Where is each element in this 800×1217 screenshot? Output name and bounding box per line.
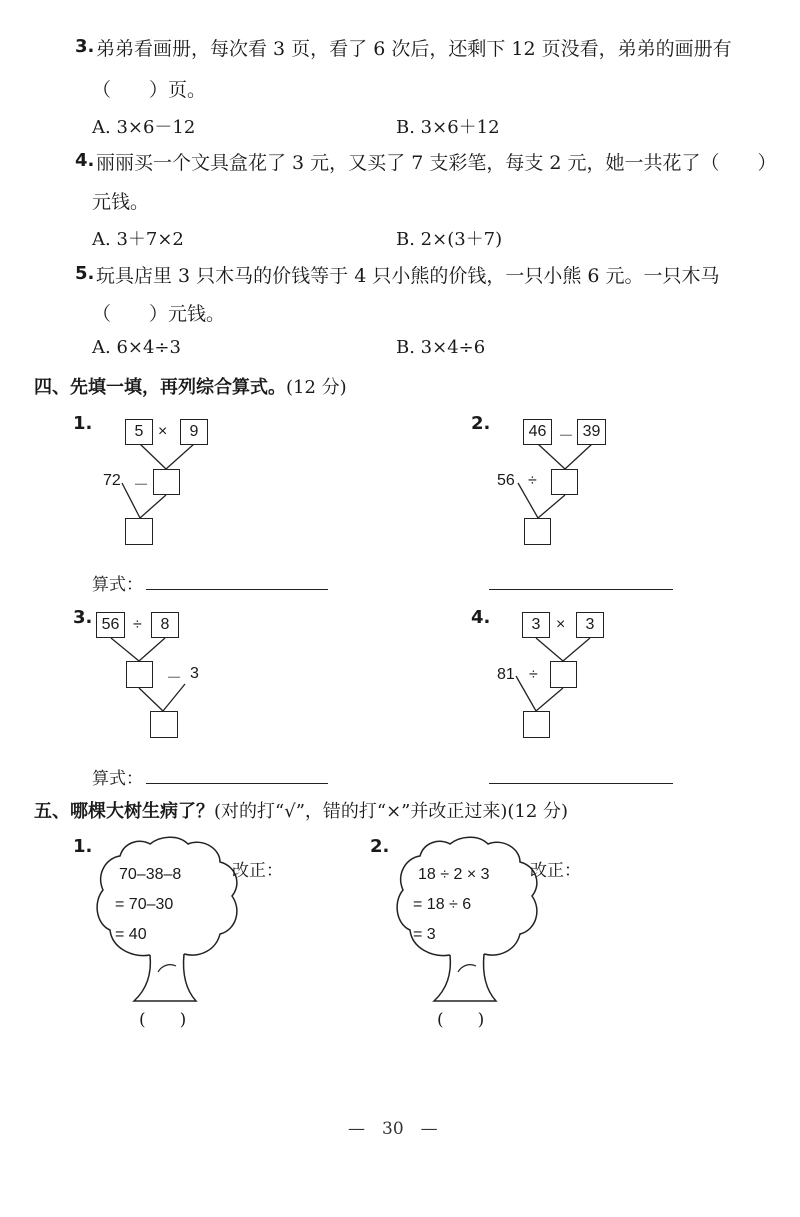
question-text: 弟弟看画册，每次看 3 页，看了 6 次后，还剩下 12 页没看，弟弟的画册有	[96, 38, 732, 60]
side-number: 72	[103, 472, 121, 489]
page-number: — 30 —	[348, 1119, 438, 1139]
diagram-number: 3.	[73, 607, 93, 628]
formula-label: 算式：	[92, 769, 143, 789]
correction-label: 改正：	[232, 861, 283, 881]
given-box: 39	[577, 419, 606, 445]
operator: ÷	[528, 472, 537, 489]
question-text-cont: 元钱。	[92, 191, 150, 213]
given-box: 3	[576, 612, 604, 638]
question-text: 玩具店里 3 只木马的价钱等于 4 只小熊的价钱，一只小熊 6 元。一只木马	[96, 265, 720, 287]
judgement-paren[interactable]: ( )	[139, 1010, 187, 1030]
question-text-cont: （ ）元钱。	[92, 303, 226, 325]
side-number: 56	[497, 472, 515, 489]
tree-line-3: = 40	[115, 926, 147, 943]
tree-line-2: = 70–30	[115, 896, 174, 913]
tree-line-2: = 18 ÷ 6	[413, 896, 472, 913]
tree-line-1: 18 ÷ 2 × 3	[418, 866, 490, 883]
diagram-number: 1.	[73, 413, 93, 434]
section-score: (对的打“√”，错的打“×”并改正过来)(12 分)	[214, 801, 569, 822]
correction-label: 改正：	[530, 861, 581, 881]
tree-number: 2.	[370, 836, 390, 857]
section-score: (12 分)	[286, 377, 347, 398]
given-box: 8	[151, 612, 179, 638]
tree-line-3: = 3	[413, 926, 436, 943]
side-number: 3	[190, 665, 199, 682]
question-text-cont: （ ）页。	[92, 79, 207, 101]
option-b: B. 3×6＋12	[396, 117, 500, 138]
operator: ×	[158, 423, 168, 440]
tree-number: 1.	[73, 836, 93, 857]
operator: －	[558, 428, 575, 445]
operator: －	[133, 477, 150, 494]
tree-line-1: 70–38–8	[119, 866, 182, 883]
question-number: 3.	[75, 36, 95, 57]
diagram-number: 4.	[471, 607, 491, 628]
diagram-number: 2.	[471, 413, 491, 434]
operator: －	[166, 670, 183, 687]
option-b: B. 2×(3＋7)	[396, 229, 503, 250]
question-number: 5.	[75, 263, 95, 284]
section-title: 四、先填一填，再列综合算式。	[34, 377, 286, 398]
given-box: 5	[125, 419, 153, 445]
section-title: 五、哪棵大树生病了？	[34, 801, 214, 822]
given-box: 3	[522, 612, 550, 638]
judgement-paren[interactable]: ( )	[437, 1010, 485, 1030]
given-box: 56	[96, 612, 125, 638]
question-number: 4.	[75, 150, 95, 171]
option-b: B. 3×4÷6	[396, 337, 486, 358]
given-box: 9	[180, 419, 208, 445]
option-a: A. 6×4÷3	[92, 337, 181, 358]
given-box: 46	[523, 419, 552, 445]
question-text: 丽丽买一个文具盒花了 3 元，又买了 7 支彩笔，每支 2 元，她一共花了（ ）	[96, 152, 777, 174]
operator: ×	[556, 616, 566, 633]
option-a: A. 3＋7×2	[92, 229, 184, 250]
operator: ÷	[529, 666, 538, 683]
option-a: A. 3×6－12	[92, 117, 196, 138]
formula-label: 算式：	[92, 575, 143, 595]
operator: ÷	[133, 616, 142, 633]
side-number: 81	[497, 666, 515, 683]
